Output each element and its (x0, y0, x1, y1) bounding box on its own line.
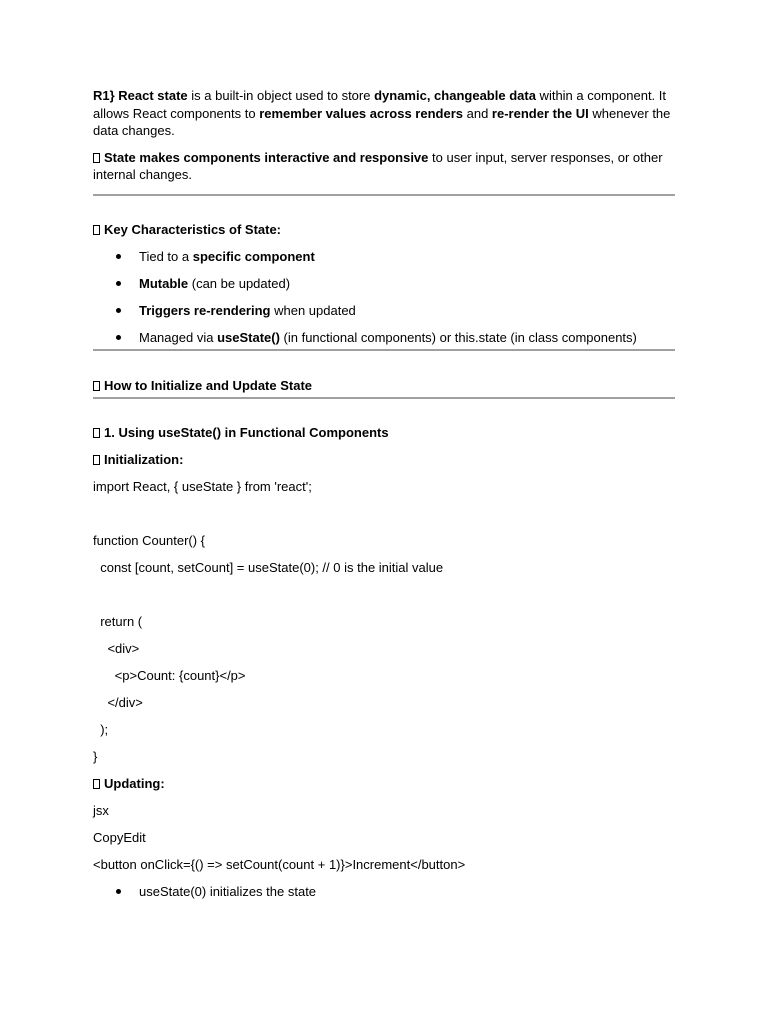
code-line: ); (93, 721, 109, 737)
code-line: } (93, 748, 98, 764)
copy-edit-label: CopyEdit (93, 829, 146, 845)
code-line: </div> (93, 694, 143, 710)
code-line: function Counter() { (93, 532, 206, 548)
item-text: useState(0) initializes the state (139, 883, 317, 899)
updating-title: Updating: (104, 775, 165, 791)
intro2-text: to user input, server responses, or other internal changes. (93, 149, 663, 182)
code-line: import React, { useState } from 'react'; (93, 478, 312, 494)
key-characteristics-title: Key Characteristics of State: (104, 221, 282, 237)
code-line: <p>Count: {count}</p> (93, 667, 246, 683)
intro-text-4: whenever the data changes. (93, 105, 671, 138)
list-item (93, 275, 675, 302)
code-line: return ( (93, 613, 143, 629)
list-item (93, 302, 675, 329)
item-bold: Mutable (139, 275, 189, 291)
intro2-bold: State makes components interactive and responsive (104, 149, 429, 165)
bullet-icon (116, 308, 121, 313)
intro-bold-3: re-render the UI (491, 105, 589, 121)
intro-text-1: is a built-in object used to store (187, 88, 375, 103)
intro-bold-2: remember values across renders (259, 105, 463, 121)
missing-glyph-icon (93, 779, 100, 789)
section-title: 1. Using useState() in Functional Components (104, 424, 389, 440)
item-text: Tied to a (139, 248, 193, 264)
item-text: (in functional components) or this.state (in class components) (279, 329, 637, 345)
missing-glyph-icon (93, 381, 100, 391)
bullet-icon (116, 254, 121, 259)
code-line (93, 505, 675, 532)
update-code-line: <button onClick={() => setCount(count + 1)}>Increment</button> (93, 856, 466, 872)
useState-notes-list (93, 883, 675, 910)
code-line (93, 586, 675, 613)
code-line: <div> (93, 640, 140, 656)
bullet-icon (116, 281, 121, 286)
section-heading (93, 424, 675, 451)
how-to-heading (93, 377, 675, 397)
item-bold: Triggers re-rendering (139, 302, 271, 318)
list-item (93, 248, 675, 275)
item-bold: useState() (217, 329, 280, 345)
bullet-icon (116, 889, 121, 894)
list-item (93, 883, 675, 910)
document-page (93, 87, 675, 910)
key-characteristics-list (93, 248, 675, 349)
item-bold: specific component (192, 248, 315, 264)
bullet-icon (116, 335, 121, 340)
intro-text-3: and (463, 105, 492, 121)
intro-bold-1: dynamic, changeable data (374, 88, 536, 103)
updating-label (93, 775, 675, 802)
list-item (93, 329, 675, 349)
code-block (93, 478, 675, 775)
key-characteristics-heading (93, 221, 675, 248)
how-to-title: How to Initialize and Update State (104, 377, 313, 393)
missing-glyph-icon (93, 428, 100, 438)
code-language-label: jsx (93, 802, 109, 818)
intro-lead: R1} React state (93, 88, 188, 103)
missing-glyph-icon (93, 153, 100, 163)
intro-paragraph-2 (93, 149, 675, 184)
code-line: const [count, setCount] = useState(0); // 0 is the initial value (93, 559, 444, 575)
item-text: when updated (270, 302, 356, 318)
initialization-title: Initialization: (104, 451, 184, 467)
intro-paragraph (93, 87, 675, 140)
item-text: (can be updated) (188, 275, 291, 291)
missing-glyph-icon (93, 455, 100, 465)
item-text: Managed via (139, 329, 218, 345)
initialization-label (93, 451, 675, 478)
intro-text-2: within a component. It allows React components to (93, 88, 667, 121)
missing-glyph-icon (93, 225, 100, 235)
